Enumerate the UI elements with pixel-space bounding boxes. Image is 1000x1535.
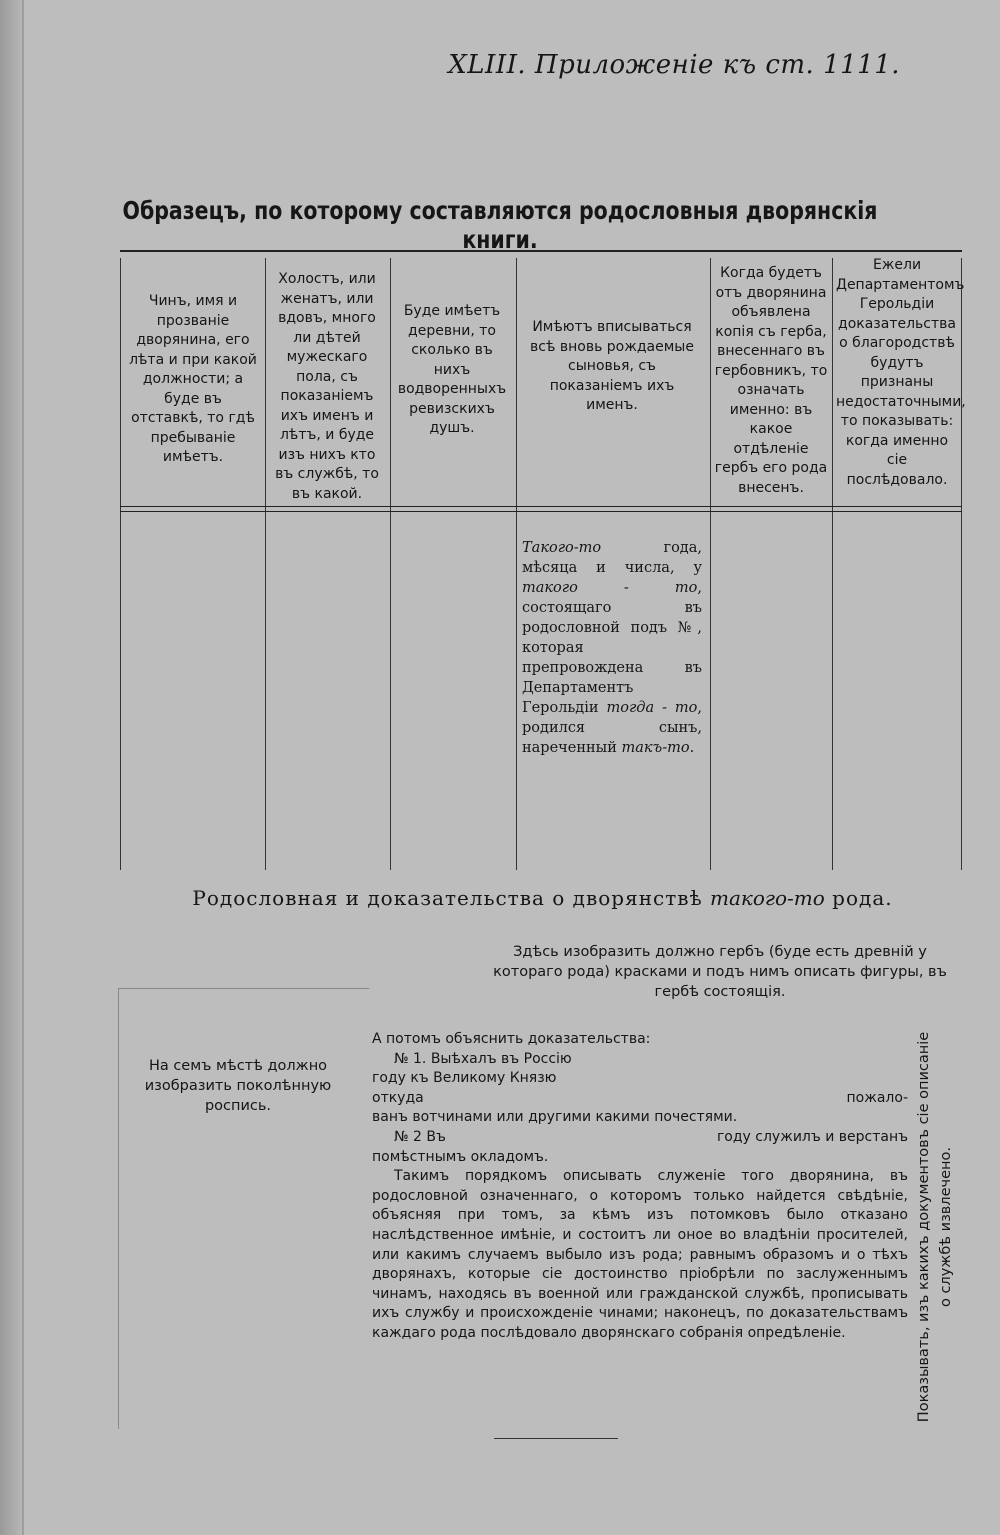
page-edge	[0, 0, 22, 1535]
sample-entry	[522, 538, 702, 758]
column-header-4: Имѣютъ вписываться всѣ вновь рождаемые сыновья, съ показаніемъ ихъ именъ.	[530, 319, 694, 413]
column-header-1: Чинъ, имя и прозваніе дворянина, его лѣта и при какой должности; а буде въ отставкѣ, то гдѣ пребываніе имѣетъ.	[129, 293, 257, 465]
coat-of-arms-note: Здѣсь изобразить должно гербъ (буде есть древній у котораго рода) красками и подъ нимъ описать фигуры, въ гербѣ состоящія.	[493, 944, 947, 1000]
body-line-left: № 2 Въ	[394, 1128, 446, 1145]
entry-text: , состоящаго въ родословной подъ №, которая препровождена въ Департаментъ Герольдіи	[522, 580, 702, 716]
binding-line	[22, 0, 24, 1535]
body-line	[372, 1089, 908, 1109]
column-rule	[265, 258, 266, 870]
running-head: XLIII. Приложеніе къ ст. 1111.	[448, 50, 900, 80]
body-line: ванъ вотчинами или другими какими почестями.	[372, 1109, 738, 1126]
body-line: году къ Великому Князю	[372, 1070, 557, 1087]
entry-italic: такого - то	[522, 580, 698, 596]
proofs-body	[372, 1030, 908, 1344]
pedigree-box	[118, 988, 369, 1429]
closing-rule	[494, 1438, 618, 1439]
header-rule	[120, 511, 962, 512]
body-line-right: году служилъ и верстанъ	[716, 1128, 908, 1145]
section-title	[0, 886, 1000, 910]
body-paragraph: Такимъ порядкомъ описывать служеніе того дворянина, въ родословной означеннаго, о которомъ только найдется свѣдѣніе, объясняя при томъ, за кѣмъ изъ потомковъ было отказано наслѣдственное имѣніе, и состоитъ ли оное во владѣніи просителей, или какимъ случаемъ выбыло изъ рода; равнымъ образомъ и о тѣхъ дворянахъ, которые сіе достоинство пріобрѣли по заслуженнымъ чинамъ, находясь въ военной или гражданской службѣ, прописывать ихъ службу и происхожденіе чинами; наконецъ, по доказательствамъ каждаго рода послѣдовало дворянскаго собранія опредѣленіе.	[372, 1168, 908, 1341]
side-note: Показывать, изъ какихъ документовъ сіе описаніе о службѣ извлечено.	[916, 1031, 954, 1423]
entry-italic: Такого-то	[522, 540, 602, 556]
entry-italic: тогда - то	[606, 700, 698, 716]
column-rule	[710, 258, 711, 870]
section-title-italic: такого-то	[710, 886, 825, 910]
entry-text: , родился сынъ, нареченный	[522, 700, 702, 756]
header-rule	[120, 506, 962, 507]
body-line: помѣстнымъ окладомъ.	[372, 1148, 549, 1165]
entry-text: года, мѣсяца и числа, у	[522, 540, 702, 576]
entry-text: .	[689, 740, 695, 756]
section-title-text: Родословная и доказательства о дворянствѣ	[192, 886, 710, 910]
body-line: № 1. Выѣхалъ въ Россію	[394, 1050, 572, 1067]
column-header-5: Когда будетъ отъ дворянина объявлена копія съ герба, внесеннаго въ гербовникъ, то означать именно: въ какое отдѣленіе гербъ его рода внесенъ.	[714, 265, 828, 496]
column-rule	[120, 258, 121, 870]
pedigree-note: На семъ мѣстѣ должно изобразить поколѣнную роспись.	[144, 1058, 332, 1114]
body-line-right: пожало-	[846, 1089, 908, 1106]
page-title: Образецъ, по которому составляются родословныя дворянскія книги.	[122, 196, 878, 254]
body-line: А потомъ объяснить доказательства:	[372, 1031, 651, 1047]
body-line-left: откуда	[372, 1089, 424, 1106]
column-rule	[516, 258, 517, 870]
column-header-3: Буде имѣетъ деревни, то сколько въ нихъ водворенныхъ ревизскихъ душъ.	[397, 303, 507, 436]
body-line	[372, 1128, 908, 1148]
section-title-text: рода.	[824, 886, 893, 910]
entry-italic: такъ-то	[621, 740, 690, 756]
column-rule	[390, 258, 391, 870]
column-header-2: Холостъ, или женатъ, или вдовъ, много ли дѣтей мужескаго пола, съ показаніемъ ихъ именъ и лѣтъ, и буде изъ нихъ кто въ службѣ, то въ какой.	[275, 271, 379, 502]
column-header-6: Ежели Департаментомъ Герольдіи доказательства о благородствѣ будутъ признаны недостаточными, то показывать: когда именно сіе послѣдовало.	[836, 257, 966, 488]
